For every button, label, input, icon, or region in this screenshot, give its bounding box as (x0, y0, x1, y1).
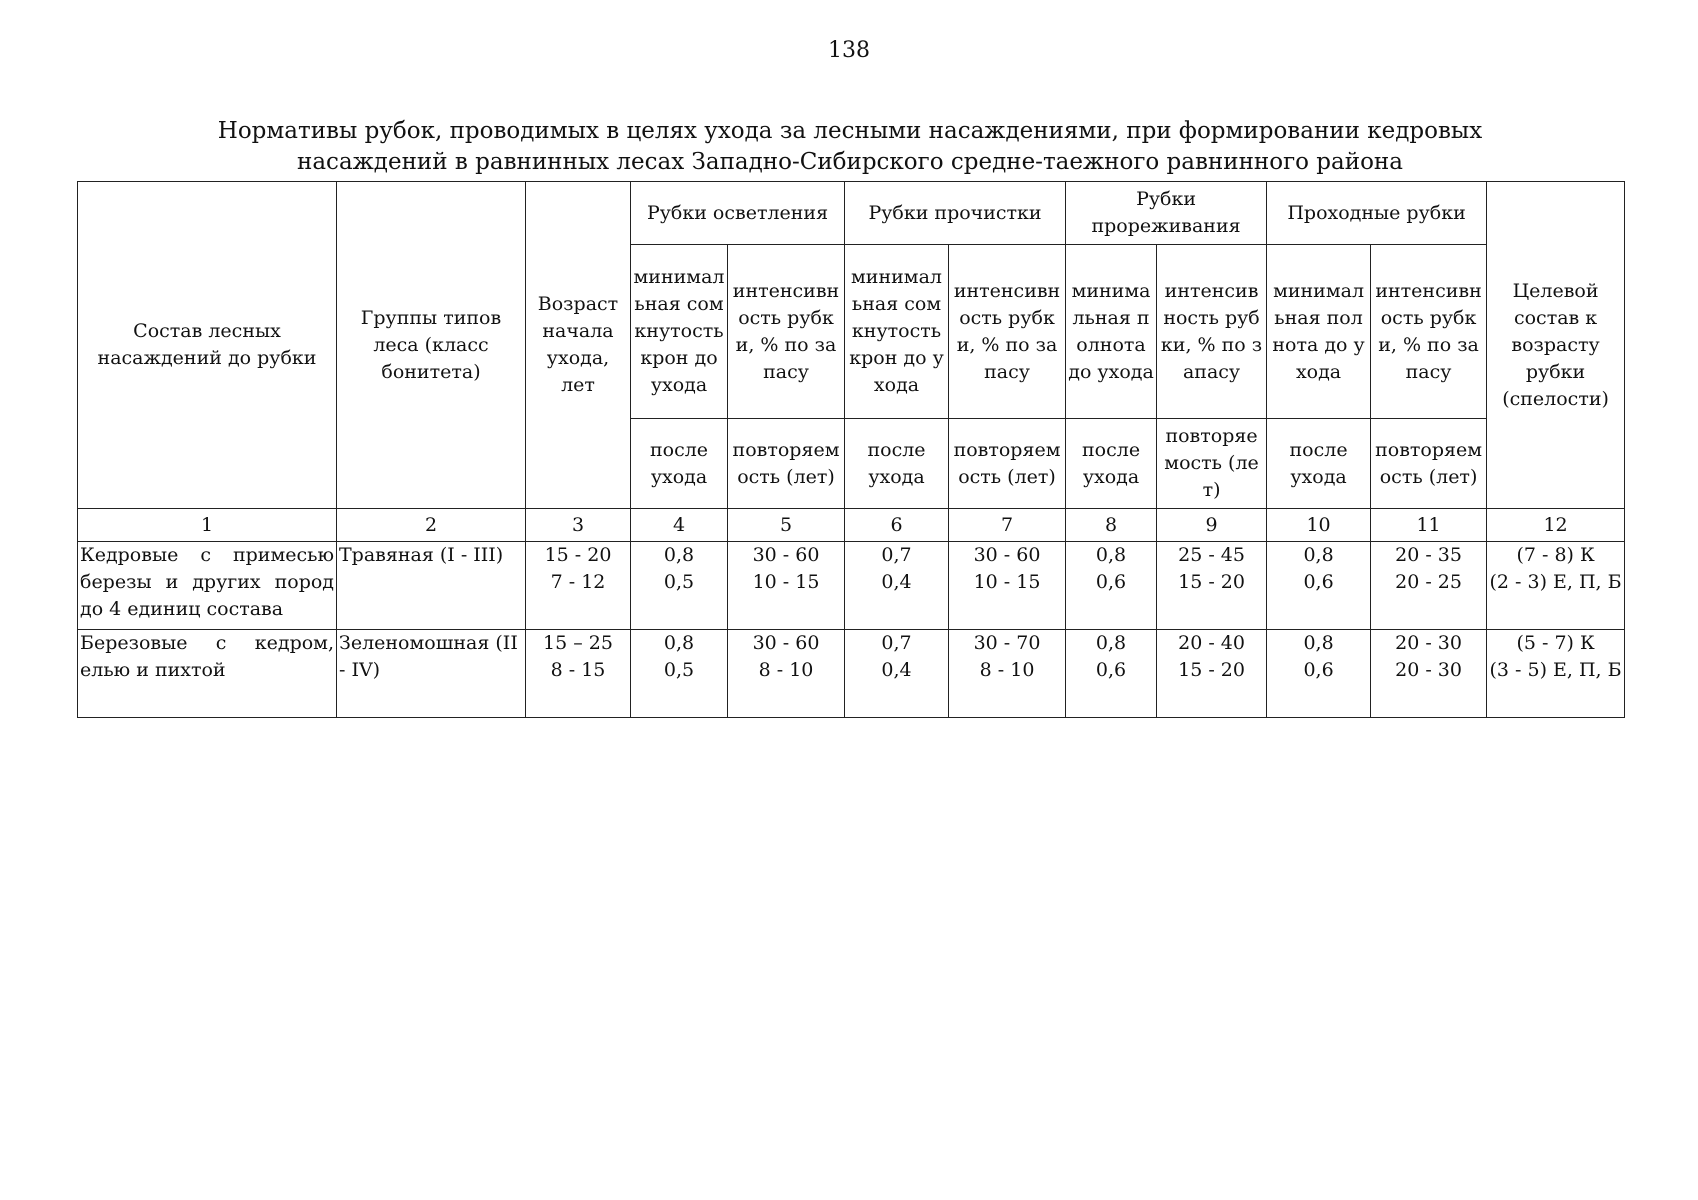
cell-value: 0,7 (881, 544, 912, 566)
header-after: после ухода (1267, 419, 1371, 509)
cell-start-age (526, 630, 631, 718)
header-composition: Состав лесных насаждений до рубки (78, 182, 337, 509)
header-thinning: Рубки прореживания (1066, 182, 1267, 245)
cell-value: 0,8 (1303, 544, 1334, 566)
header-min-closure: минимальная сомкнутость крон до ухода (631, 245, 728, 419)
cell-value: 20 - 35 (1395, 544, 1462, 566)
column-number: 8 (1066, 509, 1157, 542)
cell-col-4 (631, 542, 728, 630)
header-after: после ухода (1066, 419, 1157, 509)
column-number: 2 (337, 509, 526, 542)
cell-value: 0,6 (1303, 659, 1334, 681)
cell-col-9 (1157, 542, 1267, 630)
cell-value: 10 - 15 (973, 571, 1041, 593)
cell-value: (7 - 8) К (1516, 544, 1595, 566)
cell-value: (5 - 7) К (1516, 632, 1595, 654)
cell-col-11 (1371, 542, 1487, 630)
column-number: 5 (728, 509, 845, 542)
column-number: 11 (1371, 509, 1487, 542)
column-number: 9 (1157, 509, 1267, 542)
cell-value: 0,5 (663, 659, 695, 681)
cell-value: 20 - 25 (1395, 571, 1462, 593)
cell-value: 25 - 45 (1178, 544, 1245, 566)
cell-value: 30 - 60 (973, 544, 1041, 566)
cell-target (1487, 630, 1625, 718)
cell-col-10 (1267, 542, 1371, 630)
norms-table (77, 181, 1625, 718)
column-number-row (78, 509, 1625, 542)
header-after: после ухода (631, 419, 728, 509)
cell-value: 30 - 70 (973, 632, 1041, 654)
cell-value: 0,8 (663, 632, 695, 654)
cell-forest-type: Травяная (I - III) (337, 542, 526, 630)
cell-value: (2 - 3) Е, П, Б (1489, 571, 1622, 593)
cell-col-10 (1267, 630, 1371, 718)
cell-col-5 (728, 542, 845, 630)
cell-value: 7 - 12 (550, 571, 606, 593)
cell-value: 0,7 (881, 632, 912, 654)
cell-value: 20 - 40 (1178, 632, 1245, 654)
cell-value: 8 - 15 (550, 659, 606, 681)
cell-col-11 (1371, 630, 1487, 718)
cell-target (1487, 542, 1625, 630)
column-number: 10 (1267, 509, 1371, 542)
header-min-closure: минимальная сомкнутость крон до ухода (845, 245, 949, 419)
cell-value: 15 - 20 (544, 544, 612, 566)
cell-value: 0,5 (663, 571, 695, 593)
column-number: 1 (78, 509, 337, 542)
header-lightening: Рубки осветления (631, 182, 845, 245)
header-intensity: интенсивность рубки, % по запасу (1371, 245, 1487, 419)
header-intensity: интенсивность рубки, % по запасу (949, 245, 1066, 419)
cell-value: 0,8 (1095, 632, 1127, 654)
column-number: 3 (526, 509, 631, 542)
cell-col-6 (845, 542, 949, 630)
cell-col-7 (949, 542, 1066, 630)
cell-value: 15 – 25 (543, 632, 613, 654)
cell-value: 15 - 20 (1178, 659, 1245, 681)
cell-value: 0,4 (881, 659, 912, 681)
header-min-density: минимальная полнота до ухода (1066, 245, 1157, 419)
page-title: Нормативы рубок, проводимых в целях ухода за лесными насаждениями, при формировании кедровых насаждений в равнинных лесах Западно-Сибирского средне-таежного равнинного района (217, 118, 1483, 175)
page-number: 138 (828, 38, 870, 63)
cell-value: 20 - 30 (1395, 659, 1462, 681)
column-number: 4 (631, 509, 728, 542)
header-repeat: повторяемость (лет) (728, 419, 845, 509)
header-repeat: повторяемость (лет) (949, 419, 1066, 509)
table-row (78, 542, 1625, 630)
column-number: 6 (845, 509, 949, 542)
header-after: после ухода (845, 419, 949, 509)
header-passage: Проходные рубки (1267, 182, 1487, 245)
cell-value: 0,6 (1095, 571, 1127, 593)
cell-value: 0,8 (1095, 544, 1127, 566)
header-min-density: минимальная полнота до ухода (1267, 245, 1371, 419)
cell-value: 30 - 60 (752, 632, 820, 654)
header-start-age: Возраст начала ухода, лет (526, 182, 631, 509)
cell-col-4 (631, 630, 728, 718)
header-intensity: интенсивность рубки, % по запасу (1157, 245, 1267, 419)
column-number: 12 (1487, 509, 1625, 542)
cell-value: (3 - 5) Е, П, Б (1489, 659, 1622, 681)
cell-value: 30 - 60 (752, 544, 820, 566)
cell-col-8 (1066, 542, 1157, 630)
cell-value: 0,8 (663, 544, 695, 566)
cell-composition: Кедровые с примесью березы и других пород до 4 единиц состава (78, 542, 337, 630)
cell-value: 15 - 20 (1178, 571, 1245, 593)
header-intensity: интенсивность рубки, % по запасу (728, 245, 845, 419)
cell-start-age (526, 542, 631, 630)
cell-value: 0,6 (1303, 571, 1334, 593)
cell-value: 0,6 (1095, 659, 1127, 681)
cell-value: 20 - 30 (1395, 632, 1462, 654)
cell-forest-type: Зеленомошная (II - IV) (337, 630, 526, 718)
cell-col-8 (1066, 630, 1157, 718)
cell-col-7 (949, 630, 1066, 718)
header-forest-type: Группы типов леса (класс бонитета) (337, 182, 526, 509)
header-repeat: повторяемость (лет) (1157, 419, 1267, 509)
cell-value: 10 - 15 (752, 571, 820, 593)
header-repeat: повторяемость (лет) (1371, 419, 1487, 509)
cell-value: 0,8 (1303, 632, 1334, 654)
header-row-groups (78, 182, 1625, 245)
table-row (78, 630, 1625, 718)
cell-col-6 (845, 630, 949, 718)
cell-col-5 (728, 630, 845, 718)
header-target: Целевой состав к возрасту рубки (спелости) (1487, 182, 1625, 509)
cell-value: 0,4 (881, 571, 912, 593)
cell-col-9 (1157, 630, 1267, 718)
header-cleaning: Рубки прочистки (845, 182, 1066, 245)
cell-value: 8 - 10 (758, 659, 814, 681)
cell-composition: Березовые с кедром, елью и пихтой (78, 630, 337, 718)
cell-value: 8 - 10 (979, 659, 1035, 681)
column-number: 7 (949, 509, 1066, 542)
